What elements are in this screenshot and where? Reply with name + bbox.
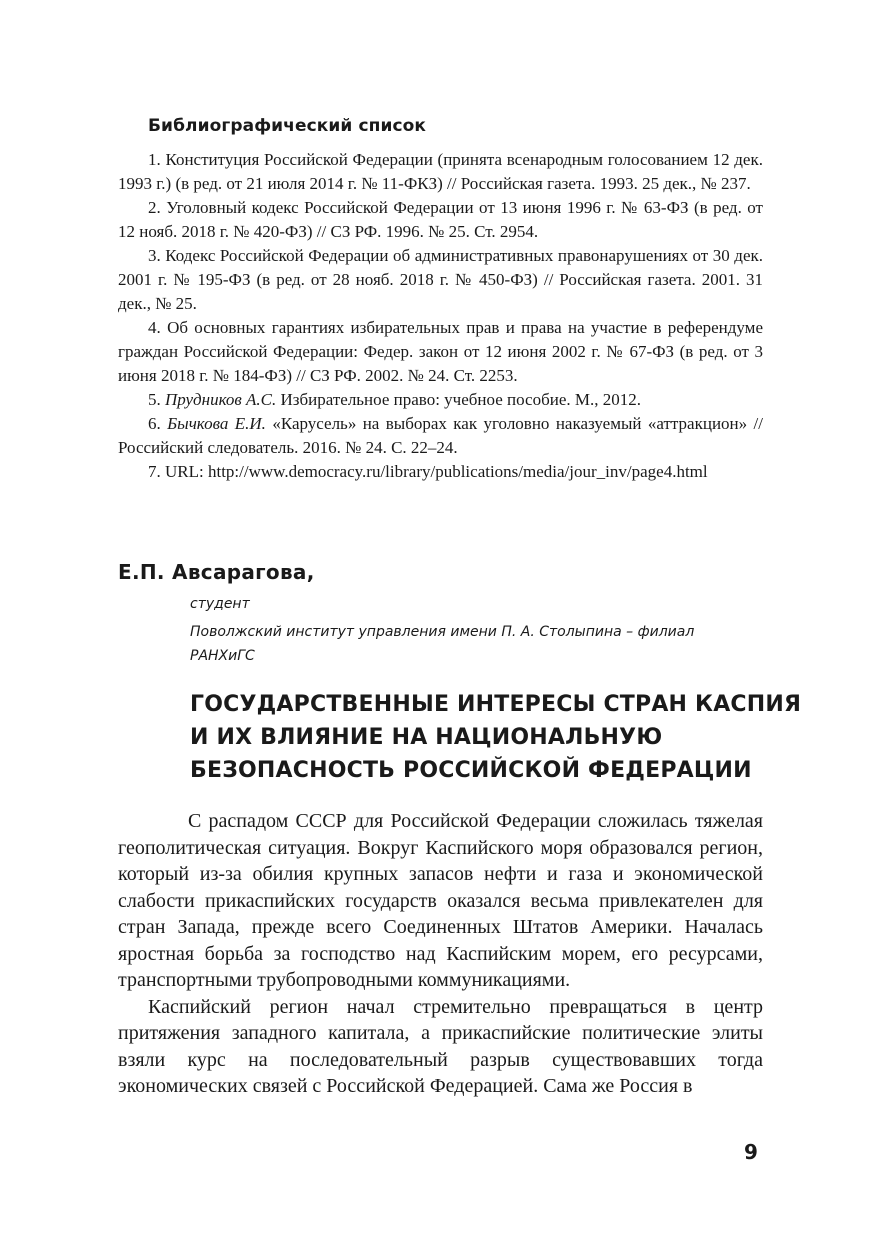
item-number: 6. — [148, 414, 161, 433]
bibliography-item: 1. Конституция Российской Федерации (принята всенародным голосованием 12 дек. 1993 г.) (в ред. от 21 июля 2014 г. № 11-ФКЗ) // Российская газета. 1993. 25 дек., № 237. — [118, 150, 763, 193]
bibliography-item: 4. Об основных гарантиях избирательных прав и права на участие в референдуме граждан Российской Федерации: Федер. закон от 12 июня 2002 г. № 67-ФЗ (в ред. от 3 июня 2018 г. № 184-ФЗ) // СЗ РФ. 2002. № 24. Ст. 2253. — [118, 318, 763, 385]
item-author: Прудников А.С. — [165, 390, 277, 409]
body-paragraph: С распадом СССР для Российской Федерации сложилась тяжелая геополитическая ситуация. Вокруг Каспийского моря образовался регион, который из-за обилия крупных запасов нефти и газа и экономической слабости прикаспийских государств оказался весьма привлекателен для стран Запада, прежде всего Соединенных Штатов Америки. Началась яростная борьба за господство над Каспийским морем, его ресурсами, транспортными трубопроводными коммуникациями. — [118, 810, 763, 991]
item-number: 5. — [148, 390, 161, 409]
item-rest: «Карусель» на выборах как уголовно наказуемый «аттракцион» // Российский следователь. 2016. № 24. С. 22–24. — [118, 414, 763, 457]
article-title — [190, 688, 802, 787]
article-body — [118, 808, 763, 1100]
author-role: студент — [190, 596, 250, 612]
bibliography-list — [118, 148, 763, 484]
body-paragraph: Каспийский регион начал стремительно превращаться в центр притяжения западного капитала, а прикаспийские политические элиты взяли курс на последовательный разрыв существовавших тогда экономических связей с Российской Федерацией. Сама же Россия в — [118, 995, 763, 1097]
bibliography-item: 3. Кодекс Российской Федерации об административных правонарушениях от 30 дек. 2001 г. № 195-ФЗ (в ред. от 28 нояб. 2018 г. № 450-ФЗ) // Российская газета. 2001. 31 дек., № 25. — [118, 246, 763, 313]
bibliography-item — [118, 412, 763, 460]
item-rest: Избирательное право: учебное пособие. М., 2012. — [280, 390, 642, 409]
bibliography-item — [118, 388, 763, 412]
title-line: И ИХ ВЛИЯНИЕ НА НАЦИОНАЛЬНУЮ — [190, 725, 663, 750]
article-author: Е.П. Авсарагова, — [118, 560, 315, 584]
bibliography-heading: Библиографический список — [148, 116, 427, 136]
bibliography-item: 2. Уголовный кодекс Российской Федерации от 13 июня 1996 г. № 63-ФЗ (в ред. от 12 нояб. 2018 г. № 420-ФЗ) // СЗ РФ. 1996. № 25. Ст. 2954. — [118, 198, 763, 241]
page-number: 9 — [744, 1140, 758, 1164]
title-line: ГОСУДАРСТВЕННЫЕ ИНТЕРЕСЫ СТРАН КАСПИЯ — [190, 692, 802, 717]
title-line: БЕЗОПАСНОСТЬ РОССИЙСКОЙ ФЕДЕРАЦИИ — [190, 758, 752, 783]
item-author: Бычкова Е.И. — [167, 414, 266, 433]
author-institution: Поволжский институт управления имени П. А. Столыпина – филиал РАНХиГС — [190, 624, 695, 664]
bibliography-item: 7. URL: http://www.democracy.ru/library/publications/media/jour_inv/page4.html — [148, 462, 708, 481]
